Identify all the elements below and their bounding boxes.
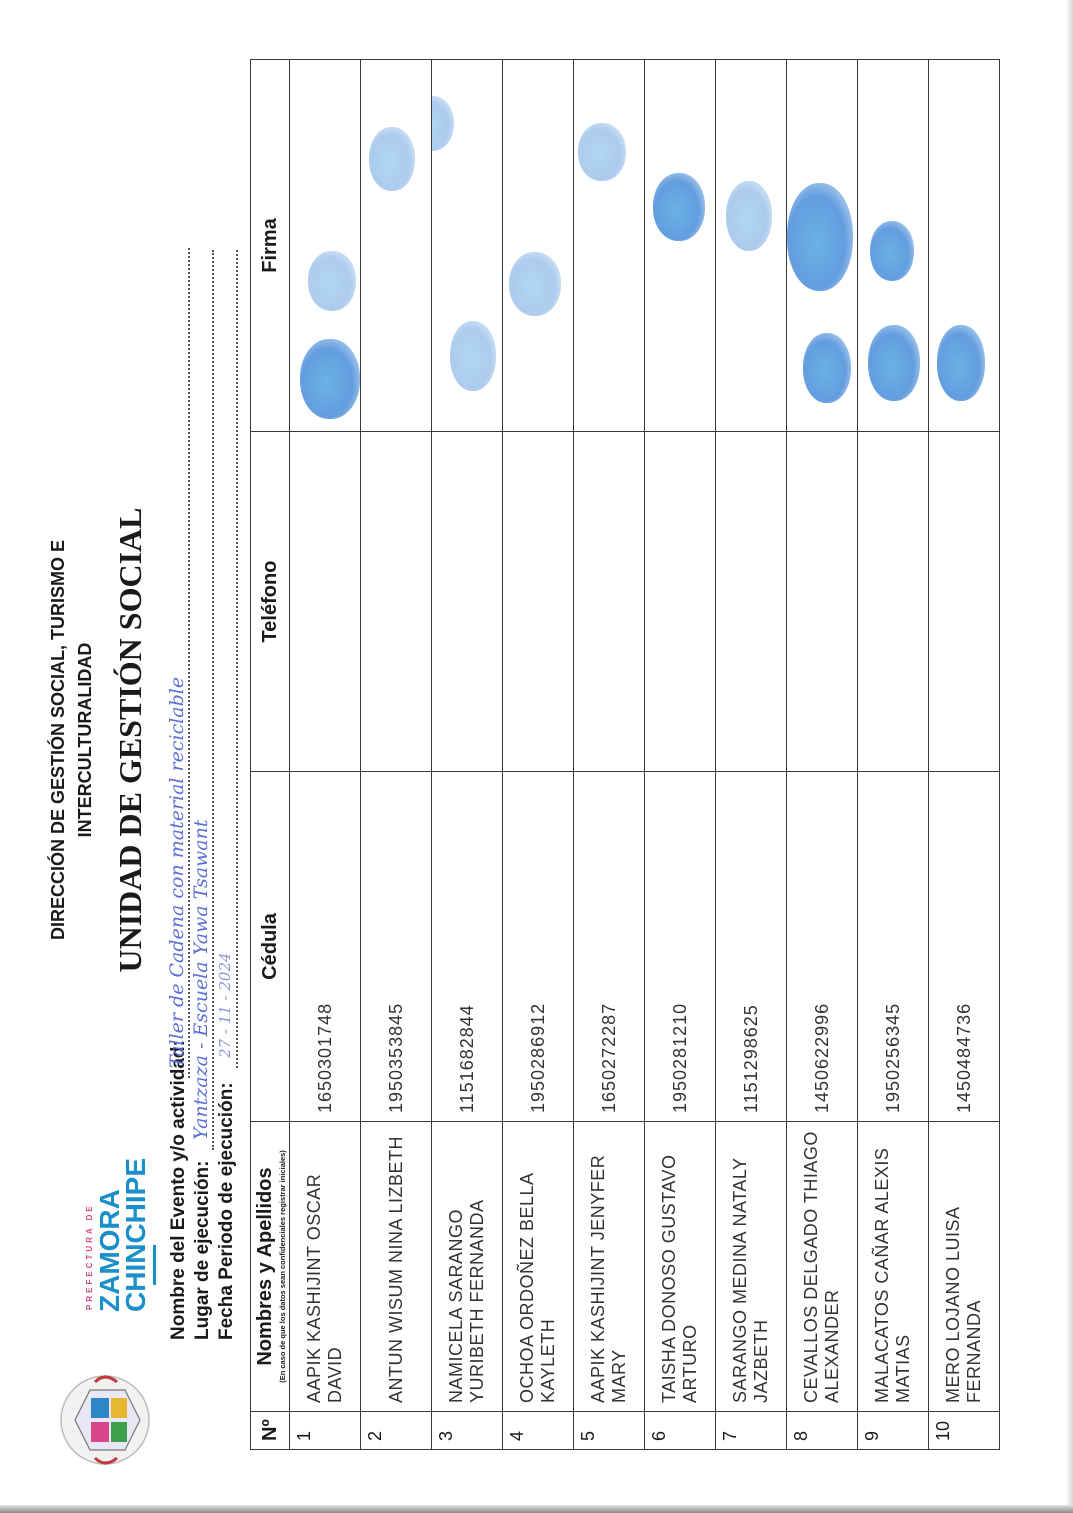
row-name: TAISHA DONOSO GUSTAVO ARTURO xyxy=(645,1122,716,1412)
header-firma: Firma xyxy=(251,60,290,432)
row-firma xyxy=(645,60,716,432)
row-cedula: 1950281210 xyxy=(645,772,716,1122)
row-telefono xyxy=(432,432,503,772)
row-telefono xyxy=(645,432,716,772)
row-number: 6 xyxy=(645,1412,716,1450)
scan-right-edge xyxy=(1066,0,1073,1513)
row-telefono xyxy=(503,432,574,772)
row-cedula: 1450484736 xyxy=(929,772,1000,1122)
row-number: 5 xyxy=(574,1412,645,1450)
row-name: MERO LOJANO LUISA FERNANDA xyxy=(929,1122,1000,1412)
table-row xyxy=(432,60,503,1450)
row-firma xyxy=(574,60,645,432)
row-cedula: 1450622996 xyxy=(787,772,858,1122)
row-firma xyxy=(716,60,787,432)
row-firma xyxy=(432,60,503,432)
unit-title: UNIDAD DE GESTIÓN SOCIAL xyxy=(112,507,148,973)
fingerprint-mark xyxy=(578,123,626,181)
brand-prefix: PREFECTURA DE xyxy=(85,1203,94,1310)
row-telefono xyxy=(787,432,858,772)
event-row xyxy=(168,240,190,1340)
row-firma xyxy=(503,60,574,432)
row-telefono xyxy=(716,432,787,772)
brand-line-1: ZAMORA xyxy=(94,1189,125,1312)
fingerprint-mark xyxy=(803,333,851,403)
header-name xyxy=(251,1122,290,1412)
row-number: 8 xyxy=(787,1412,858,1450)
row-number: 2 xyxy=(361,1412,432,1450)
fingerprint-mark xyxy=(726,181,772,251)
fingerprint-mark xyxy=(653,173,705,241)
row-firma xyxy=(787,60,858,432)
fingerprint-mark xyxy=(937,325,985,401)
brand-line-2: CHINCHIPE xyxy=(120,1157,151,1312)
place-value: Yantzaza - Escuela Yawa Tsawant xyxy=(192,250,214,1150)
row-cedula: 1950256345 xyxy=(858,772,929,1122)
row-number: 10 xyxy=(929,1412,1000,1450)
department-line-1: DIRECCIÓN DE GESTIÓN SOCIAL, TURISMO E xyxy=(48,539,68,941)
fingerprint-mark xyxy=(509,252,561,316)
brand-underline xyxy=(153,1245,156,1285)
row-cedula: 1950353845 xyxy=(361,772,432,1122)
fingerprint-mark xyxy=(369,127,415,191)
row-name: AAPIK KASHIJINT JENYFER MARY xyxy=(574,1122,645,1412)
row-cedula: 1151682844 xyxy=(432,772,503,1122)
table-header-row xyxy=(251,60,290,1450)
date-label: Fecha Periodo de ejecución: xyxy=(216,1082,237,1340)
row-name: OCHOA ORDOÑEZ BELLA KAYLETH xyxy=(503,1122,574,1412)
event-value: Taller de Cadena con material reciclable xyxy=(168,248,190,1078)
row-name: CEVALLOS DELGADO THIAGO ALEXANDER xyxy=(787,1122,858,1412)
row-cedula: 1650301748 xyxy=(290,772,361,1122)
row-name: AAPIK KASHIJINT OSCAR DAVID xyxy=(290,1122,361,1412)
table-row xyxy=(503,60,574,1450)
row-telefono xyxy=(361,432,432,772)
event-label: Nombre del Evento y/o actividad: xyxy=(168,1040,189,1340)
place-label: Lugar de ejecución: xyxy=(192,1160,213,1340)
table-row xyxy=(929,60,1000,1450)
prefectura-emblem-icon xyxy=(55,1360,155,1480)
table-row xyxy=(290,60,361,1450)
fingerprint-mark xyxy=(868,325,920,401)
date-value: 27 - 11 - 2024 xyxy=(216,250,238,1068)
row-number: 1 xyxy=(290,1412,361,1450)
department-title xyxy=(45,480,99,1000)
row-telefono xyxy=(858,432,929,772)
fingerprint-mark xyxy=(308,251,356,311)
row-telefono xyxy=(574,432,645,772)
header-telefono: Teléfono xyxy=(251,432,290,772)
date-row xyxy=(216,240,238,1340)
row-firma xyxy=(929,60,1000,432)
table-row xyxy=(716,60,787,1450)
row-number: 7 xyxy=(716,1412,787,1450)
attendance-sheet xyxy=(40,40,1000,1480)
row-cedula: 1650272287 xyxy=(574,772,645,1122)
row-number: 4 xyxy=(503,1412,574,1450)
fingerprint-mark xyxy=(450,321,496,391)
row-name: MALACATOS CAÑAR ALEXIS MATIAS xyxy=(858,1122,929,1412)
row-telefono xyxy=(929,432,1000,772)
attendance-table xyxy=(250,59,1000,1450)
fingerprint-mark xyxy=(432,96,455,151)
header-number: Nº xyxy=(251,1412,290,1450)
table-row xyxy=(574,60,645,1450)
fingerprint-mark xyxy=(870,221,914,281)
fingerprint-mark xyxy=(787,183,853,291)
header-name-note: (En caso de que los datos sean confidenciales registrar iniciales) xyxy=(277,1150,287,1383)
table-row xyxy=(361,60,432,1450)
row-firma xyxy=(858,60,929,432)
row-firma xyxy=(361,60,432,432)
row-name: NAMICELA SARANGO YURIBETH FERNANDA xyxy=(432,1122,503,1412)
department-line-2: INTERCULTURALIDAD xyxy=(75,642,95,838)
row-telefono xyxy=(290,432,361,772)
row-cedula: 1950286912 xyxy=(503,772,574,1122)
row-firma xyxy=(290,60,361,432)
place-row xyxy=(192,240,214,1340)
header-name-label: Nombres y Apellidos xyxy=(253,1167,276,1366)
table-row xyxy=(858,60,929,1450)
table-row xyxy=(645,60,716,1450)
scan-bottom-edge xyxy=(0,1505,1073,1513)
row-cedula: 1151298625 xyxy=(716,772,787,1122)
row-number: 9 xyxy=(858,1412,929,1450)
row-name: ANTUN WISUM NINA LIZBETH xyxy=(361,1122,432,1412)
table-row xyxy=(787,60,858,1450)
row-name: SARANGO MEDINA NATALY JAZBETH xyxy=(716,1122,787,1412)
row-number: 3 xyxy=(432,1412,503,1450)
fingerprint-mark xyxy=(300,339,360,419)
header-cedula: Cédula xyxy=(251,772,290,1122)
